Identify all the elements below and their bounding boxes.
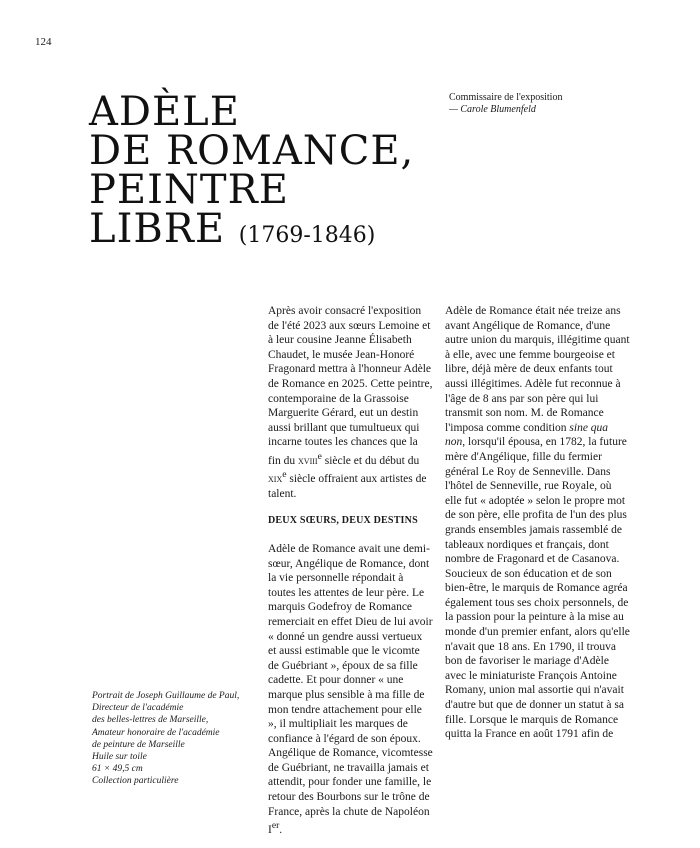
title-dates: (1769-1846) — [238, 223, 376, 248]
title-line-1: ADÈLE — [89, 89, 240, 135]
curator-name: — Carole Blumenfeld — [449, 104, 536, 115]
col2-text-2: , lorsqu'il épousa, en 1782, la future mère d'Angélique, fille du fermier général Le Roy de Senneville. Dans l'hôtel de Senneville, rue Royale, où elle fut « adoptée » selon le propre mot de son père, elle profita de l'un des plus grands ensembles jamais rassemblé de tableaux nordiques et français, dont nombre de Fragonard et de Casanova. Soucieux de son éducation et de son bien-être, le marquis de Romance agréa également tous ses choix personnels, de la passion pour la peinture à la mise au monde d'un premier enfant, alors qu'elle n'avait que 18 ans. En 1790, il trouva bon de favoriser le mariage d'Adèle avec le miniaturiste François Antoine Romany, union mal assortie qui n'avait d'autre but que de donner un statut à sa fille. Lorsque le marquis de Romance quitta la France en août 1791 afin de — [445, 436, 630, 741]
col2-text-1: Adèle de Romance était née treize ans avant Angélique de Romance, d'une autre union du marquis, illégitime quant à elle, avec une femme bourgeoise et libre, déjà mère de deux enfants tout aussi illégitimes. Adèle fut reconnue à l'âge de 8 ans par son père qui lui transmit son nom. M. de Romance l'imposa comme condition — [445, 305, 630, 434]
page-number: 124 — [35, 36, 52, 48]
body-sup: er — [271, 820, 280, 832]
title-line-2: DE ROMANCE, — [89, 128, 415, 174]
body-text: Adèle de Romance avait une demi-sœur, Angélique de Romance, dont la vie personnelle répondait à toutes les attentes de leur père. Le marquis Godefroy de Romance remerciait en effet Dieu de lui avoir « donné un gendre aussi vertueux et aussi estimable que le vicomte de Guébriant », époux de sa fille cadette. Et pour donner « une marque plus sensible à ma fille de mon tendre attachement pour elle », il multipliait les marques de confiance à l'égard de son époux. Angélique de Romance, vicomtesse de Guébriant, ne travailla jamais et attendit, pour fonder une famille, le retour des Bourbons sur le trône de France, après la chute de Napoléon I — [268, 542, 433, 837]
intro-text-3: siècle offraient aux artistes de talent. — [268, 473, 427, 500]
century-19: xix — [268, 473, 283, 486]
caption-line: Amateur honoraire de l'académie — [92, 727, 220, 738]
caption-line: Directeur de l'académie — [92, 703, 184, 714]
intro-text-1: Après avoir consacré l'exposition de l'été 2023 aux sœurs Lemoine et à leur cousine Jeanne Élisabeth Chaudet, le musée Jean-Honoré Fragonard mettra à l'honneur Adèle de Romance en 2025. Cette peintre, contemporaine de la Grassoise Marguerite Gérard, eut un destin aussi brillant que tumultueux qui incarne toutes les chances que la fin du — [268, 305, 433, 467]
caption-line: 61 × 49,5 cm — [92, 764, 143, 775]
caption-line: de peinture de Marseille — [92, 739, 185, 750]
body-paragraph-2 — [445, 304, 630, 742]
century-18-sup: e — [317, 450, 322, 462]
intro-paragraph — [268, 304, 433, 501]
century-19-sup: e — [282, 469, 287, 481]
text-column-1 — [268, 304, 433, 838]
caption-line: des belles-lettres de Marseille, — [92, 715, 209, 726]
caption-line: Huile sur toile — [92, 752, 147, 763]
caption-line: Portrait de Joseph Guillaume de Paul, — [92, 691, 240, 701]
col2-italic: sine qua non — [445, 421, 609, 449]
body-paragraph — [268, 542, 433, 838]
page-title — [89, 89, 415, 255]
intro-text-2: siècle et du début du — [321, 454, 420, 467]
image-caption — [92, 690, 252, 788]
caption-line: Collection particulière — [92, 776, 179, 787]
curator-label: Commissaire de l'exposition — [449, 92, 563, 103]
title-line-4: LIBRE — [89, 206, 226, 252]
title-line-3: PEINTRE — [89, 167, 289, 213]
century-18: xviii — [298, 454, 318, 467]
body-text-end: . — [279, 824, 283, 837]
curator-credit — [449, 92, 562, 116]
text-column-2 — [445, 304, 630, 742]
section-heading: DEUX SŒURS, DEUX DESTINS — [268, 515, 418, 527]
